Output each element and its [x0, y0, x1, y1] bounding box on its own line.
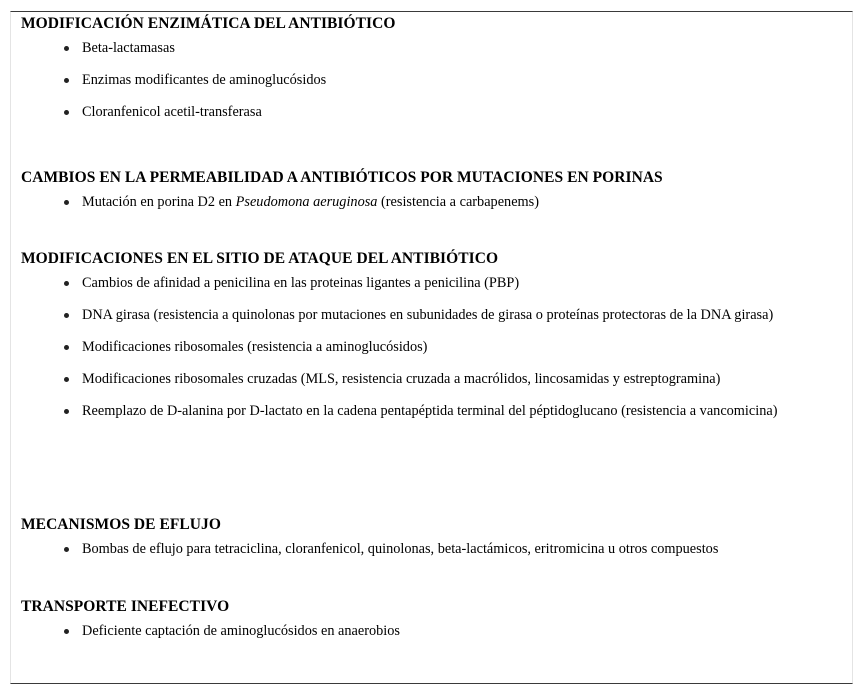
- resistance-mechanisms-table: [10, 11, 853, 684]
- list-item-text: Modificaciones ribosomales cruzadas (MLS, resistencia cruzada a macrólidos, lincosamidas y estreptogramina): [82, 371, 721, 387]
- list-item-text: Cambios de afinidad a penicilina en las proteinas ligantes a penicilina (PBP): [82, 275, 520, 291]
- list-item: [21, 273, 840, 293]
- list-item-text: Beta-lactamasas: [82, 40, 175, 56]
- list-item-text: Deficiente captación de aminoglucósidos en anaerobios: [82, 623, 400, 639]
- section-title: CAMBIOS EN LA PERMEABILIDAD A ANTIBIÓTICOS POR MUTACIONES EN PORINAS: [21, 169, 663, 186]
- list-item-text: Mutación en porina D2 en: [82, 194, 236, 210]
- section-title: TRANSPORTE INEFECTIVO: [21, 598, 230, 615]
- list-item-text: Enzimas modificantes de aminoglucósidos: [82, 72, 327, 88]
- organism-name: Pseudomona aeruginosa: [235, 194, 378, 210]
- bullet-list: [21, 38, 840, 122]
- section-title: MECANISMOS DE EFLUJO: [21, 516, 221, 533]
- bullet-list: [21, 192, 840, 212]
- list-item: [21, 70, 840, 90]
- list-item-text: Reemplazo de D-alanina por D-lactato en la cadena pentapéptida terminal del péptidoglucano (resistencia a vancomicina): [82, 403, 778, 419]
- list-item-text: DNA girasa (resistencia a quinolonas por mutaciones en subunidades de girasa o proteínas protectoras de la DNA girasa): [82, 307, 774, 323]
- bullet-list: [21, 539, 840, 559]
- list-item: [21, 38, 840, 58]
- list-item: [21, 621, 840, 641]
- section-title: MODIFICACIONES EN EL SITIO DE ATAQUE DEL ANTIBIÓTICO: [21, 250, 499, 267]
- section-efflux-mechanisms: [21, 515, 840, 571]
- section-enzymatic-modification: [21, 14, 840, 134]
- bullet-list: [21, 621, 840, 641]
- list-item: [21, 539, 840, 559]
- list-item: [21, 305, 840, 325]
- list-item: [21, 192, 840, 212]
- section-target-site-modification: [21, 249, 840, 433]
- list-item: [21, 337, 840, 357]
- list-item-text: Modificaciones ribosomales (resistencia a aminoglucósidos): [82, 339, 428, 355]
- bullet-list: [21, 273, 840, 421]
- section-ineffective-transport: [21, 597, 840, 653]
- list-item: [21, 369, 840, 389]
- list-item: [21, 401, 840, 421]
- list-item: [21, 102, 840, 122]
- section-porin-permeability: [21, 168, 840, 224]
- list-item-text: Cloranfenicol acetil-transferasa: [82, 104, 262, 120]
- list-item-text: Bombas de eflujo para tetraciclina, cloranfenicol, quinolonas, beta-lactámicos, eritromicina u otros compuestos: [82, 541, 719, 557]
- list-item-text: (resistencia a carbapenems): [377, 194, 539, 210]
- section-title: MODIFICACIÓN ENZIMÁTICA DEL ANTIBIÓTICO: [21, 15, 396, 32]
